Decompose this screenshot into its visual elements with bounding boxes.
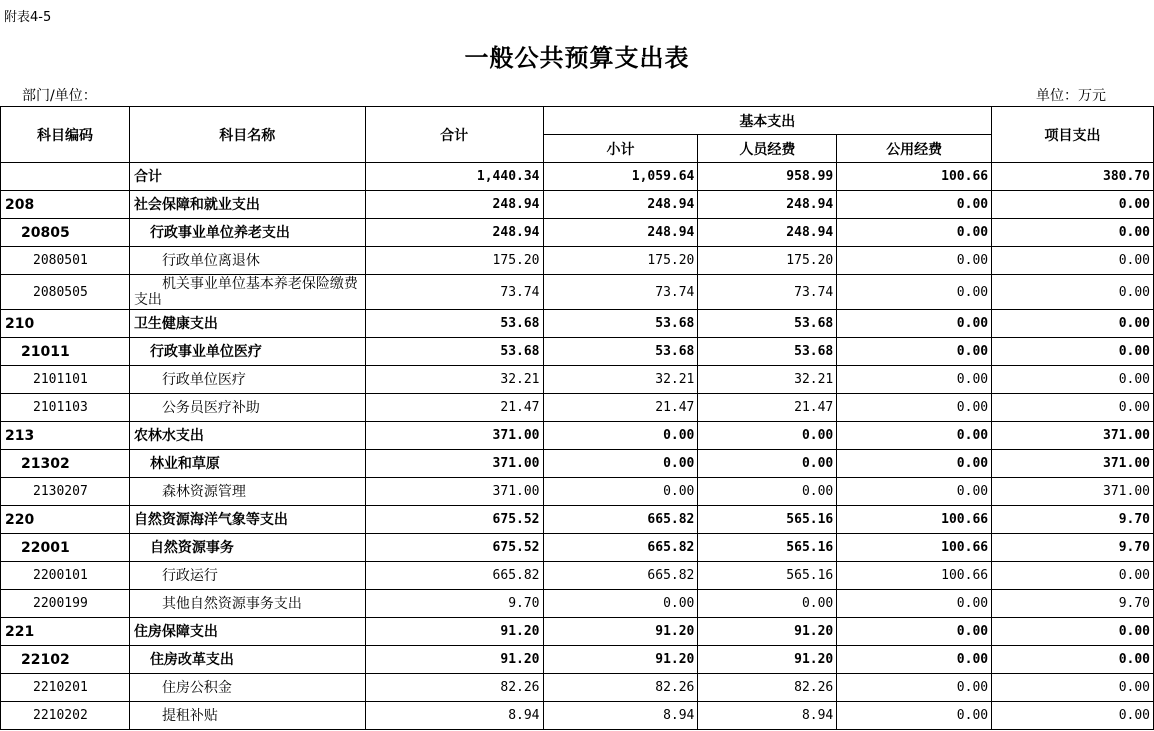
- cell-total: 665.82: [365, 562, 543, 590]
- cell-public: 100.66: [837, 562, 992, 590]
- cell-code: 2210201: [1, 674, 130, 702]
- cell-total: 371.00: [365, 422, 543, 450]
- cell-name: 行政运行: [129, 562, 365, 590]
- cell-name: 行政单位医疗: [129, 366, 365, 394]
- cell-public: 0.00: [837, 590, 992, 618]
- cell-subtotal: 248.94: [543, 191, 698, 219]
- cell-public: 0.00: [837, 275, 992, 310]
- cell-name: 行政单位离退休: [129, 247, 365, 275]
- cell-subtotal: 0.00: [543, 422, 698, 450]
- header-basic: 基本支出: [543, 107, 992, 135]
- header-code: 科目编码: [1, 107, 130, 163]
- header-personnel: 人员经费: [698, 135, 837, 163]
- cell-total: 91.20: [365, 646, 543, 674]
- cell-subtotal: 32.21: [543, 366, 698, 394]
- cell-code: 20805: [1, 219, 130, 247]
- cell-public: 0.00: [837, 394, 992, 422]
- cell-personnel: 175.20: [698, 247, 837, 275]
- cell-personnel: 0.00: [698, 590, 837, 618]
- cell-subtotal: 82.26: [543, 674, 698, 702]
- table-row: [1, 590, 1154, 618]
- cell-public: 100.66: [837, 163, 992, 191]
- cell-project: 371.00: [992, 450, 1154, 478]
- cell-project: 0.00: [992, 674, 1154, 702]
- cell-subtotal: 0.00: [543, 450, 698, 478]
- cell-code: 22102: [1, 646, 130, 674]
- cell-name: 住房改革支出: [129, 646, 365, 674]
- cell-name: 行政事业单位养老支出: [129, 219, 365, 247]
- cell-name: 公务员医疗补助: [129, 394, 365, 422]
- cell-personnel: 958.99: [698, 163, 837, 191]
- cell-total: 32.21: [365, 366, 543, 394]
- table-row: [1, 275, 1154, 310]
- cell-subtotal: 175.20: [543, 247, 698, 275]
- cell-name: 合计: [129, 163, 365, 191]
- cell-code: 220: [1, 506, 130, 534]
- table-row: [1, 618, 1154, 646]
- table-body: [1, 163, 1154, 730]
- header-name: 科目名称: [129, 107, 365, 163]
- cell-project: 0.00: [992, 219, 1154, 247]
- cell-name: 提租补贴: [129, 702, 365, 730]
- cell-project: 371.00: [992, 422, 1154, 450]
- table-row: [1, 310, 1154, 338]
- table-row: [1, 366, 1154, 394]
- cell-subtotal: 248.94: [543, 219, 698, 247]
- cell-public: 0.00: [837, 422, 992, 450]
- cell-code: 221: [1, 618, 130, 646]
- cell-public: 0.00: [837, 478, 992, 506]
- cell-total: 248.94: [365, 219, 543, 247]
- cell-personnel: 565.16: [698, 562, 837, 590]
- cell-subtotal: 91.20: [543, 646, 698, 674]
- cell-personnel: 32.21: [698, 366, 837, 394]
- header-project: 项目支出: [992, 107, 1154, 163]
- cell-personnel: 53.68: [698, 310, 837, 338]
- unit-label: 单位：万元: [1036, 88, 1106, 104]
- table-row: [1, 338, 1154, 366]
- cell-public: 0.00: [837, 191, 992, 219]
- cell-total: 371.00: [365, 478, 543, 506]
- cell-name: 自然资源事务: [129, 534, 365, 562]
- cell-personnel: 0.00: [698, 450, 837, 478]
- table-row: [1, 478, 1154, 506]
- cell-personnel: 91.20: [698, 646, 837, 674]
- cell-public: 0.00: [837, 674, 992, 702]
- table-row: [1, 450, 1154, 478]
- cell-total: 175.20: [365, 247, 543, 275]
- cell-code: 21302: [1, 450, 130, 478]
- cell-total: 675.52: [365, 534, 543, 562]
- cell-name: 自然资源海洋气象等支出: [129, 506, 365, 534]
- table-row: [1, 191, 1154, 219]
- cell-name: 社会保障和就业支出: [129, 191, 365, 219]
- cell-code: 2080501: [1, 247, 130, 275]
- cell-subtotal: 21.47: [543, 394, 698, 422]
- cell-project: 0.00: [992, 247, 1154, 275]
- cell-personnel: 0.00: [698, 478, 837, 506]
- cell-total: 53.68: [365, 310, 543, 338]
- cell-subtotal: 8.94: [543, 702, 698, 730]
- cell-code: 208: [1, 191, 130, 219]
- cell-personnel: 0.00: [698, 422, 837, 450]
- cell-code: 2080505: [1, 275, 130, 310]
- cell-total: 675.52: [365, 506, 543, 534]
- cell-subtotal: 665.82: [543, 534, 698, 562]
- cell-public: 0.00: [837, 702, 992, 730]
- cell-public: 0.00: [837, 247, 992, 275]
- cell-project: 0.00: [992, 702, 1154, 730]
- table-row: [1, 247, 1154, 275]
- cell-public: 0.00: [837, 310, 992, 338]
- cell-project: 380.70: [992, 163, 1154, 191]
- cell-project: 0.00: [992, 394, 1154, 422]
- cell-total: 21.47: [365, 394, 543, 422]
- cell-code: 2200101: [1, 562, 130, 590]
- header-public: 公用经费: [837, 135, 992, 163]
- table-row: [1, 702, 1154, 730]
- cell-total: 1,440.34: [365, 163, 543, 191]
- cell-name: 住房公积金: [129, 674, 365, 702]
- cell-code: 2101101: [1, 366, 130, 394]
- cell-subtotal: 1,059.64: [543, 163, 698, 191]
- cell-name: 行政事业单位医疗: [129, 338, 365, 366]
- table-row: [1, 562, 1154, 590]
- document-code: 附表4-5: [4, 10, 52, 25]
- table-row: [1, 422, 1154, 450]
- cell-public: 0.00: [837, 646, 992, 674]
- cell-project: 0.00: [992, 366, 1154, 394]
- cell-subtotal: 53.68: [543, 310, 698, 338]
- cell-project: 0.00: [992, 338, 1154, 366]
- cell-project: 9.70: [992, 506, 1154, 534]
- table-row: [1, 534, 1154, 562]
- cell-code: 2210202: [1, 702, 130, 730]
- budget-expenditure-table: [0, 106, 1154, 730]
- cell-public: 0.00: [837, 338, 992, 366]
- cell-personnel: 91.20: [698, 618, 837, 646]
- cell-subtotal: 665.82: [543, 562, 698, 590]
- cell-personnel: 21.47: [698, 394, 837, 422]
- cell-project: 0.00: [992, 191, 1154, 219]
- cell-subtotal: 0.00: [543, 590, 698, 618]
- table-row: [1, 163, 1154, 191]
- cell-public: 0.00: [837, 450, 992, 478]
- cell-total: 53.68: [365, 338, 543, 366]
- table-row: [1, 219, 1154, 247]
- cell-personnel: 248.94: [698, 219, 837, 247]
- cell-project: 0.00: [992, 310, 1154, 338]
- cell-code: [1, 163, 130, 191]
- cell-code: 22001: [1, 534, 130, 562]
- cell-project: 0.00: [992, 646, 1154, 674]
- cell-project: 0.00: [992, 562, 1154, 590]
- cell-code: 21011: [1, 338, 130, 366]
- cell-personnel: 53.68: [698, 338, 837, 366]
- cell-code: 2101103: [1, 394, 130, 422]
- cell-personnel: 82.26: [698, 674, 837, 702]
- cell-public: 0.00: [837, 366, 992, 394]
- cell-total: 91.20: [365, 618, 543, 646]
- cell-total: 371.00: [365, 450, 543, 478]
- cell-code: 213: [1, 422, 130, 450]
- cell-personnel: 565.16: [698, 506, 837, 534]
- cell-name: 机关事业单位基本养老保险缴费支出: [129, 275, 365, 310]
- cell-name: 其他自然资源事务支出: [129, 590, 365, 618]
- cell-personnel: 73.74: [698, 275, 837, 310]
- cell-project: 371.00: [992, 478, 1154, 506]
- cell-total: 9.70: [365, 590, 543, 618]
- cell-personnel: 565.16: [698, 534, 837, 562]
- cell-public: 100.66: [837, 506, 992, 534]
- cell-total: 82.26: [365, 674, 543, 702]
- cell-personnel: 8.94: [698, 702, 837, 730]
- cell-public: 0.00: [837, 219, 992, 247]
- table-row: [1, 674, 1154, 702]
- cell-total: 73.74: [365, 275, 543, 310]
- cell-project: 0.00: [992, 618, 1154, 646]
- cell-total: 8.94: [365, 702, 543, 730]
- cell-personnel: 248.94: [698, 191, 837, 219]
- cell-subtotal: 91.20: [543, 618, 698, 646]
- table-row: [1, 506, 1154, 534]
- cell-name: 卫生健康支出: [129, 310, 365, 338]
- header-subtotal: 小计: [543, 135, 698, 163]
- cell-subtotal: 665.82: [543, 506, 698, 534]
- cell-code: 2130207: [1, 478, 130, 506]
- table-row: [1, 646, 1154, 674]
- department-label: 部门/单位：: [22, 88, 97, 104]
- cell-project: 9.70: [992, 534, 1154, 562]
- header-total: 合计: [365, 107, 543, 163]
- cell-subtotal: 73.74: [543, 275, 698, 310]
- cell-public: 100.66: [837, 534, 992, 562]
- cell-project: 0.00: [992, 275, 1154, 310]
- cell-name: 农林水支出: [129, 422, 365, 450]
- cell-name: 森林资源管理: [129, 478, 365, 506]
- cell-subtotal: 0.00: [543, 478, 698, 506]
- cell-subtotal: 53.68: [543, 338, 698, 366]
- cell-total: 248.94: [365, 191, 543, 219]
- cell-code: 210: [1, 310, 130, 338]
- cell-code: 2200199: [1, 590, 130, 618]
- table-row: [1, 394, 1154, 422]
- cell-project: 9.70: [992, 590, 1154, 618]
- cell-name: 住房保障支出: [129, 618, 365, 646]
- cell-public: 0.00: [837, 618, 992, 646]
- cell-name: 林业和草原: [129, 450, 365, 478]
- page-title: 一般公共预算支出表: [464, 43, 690, 72]
